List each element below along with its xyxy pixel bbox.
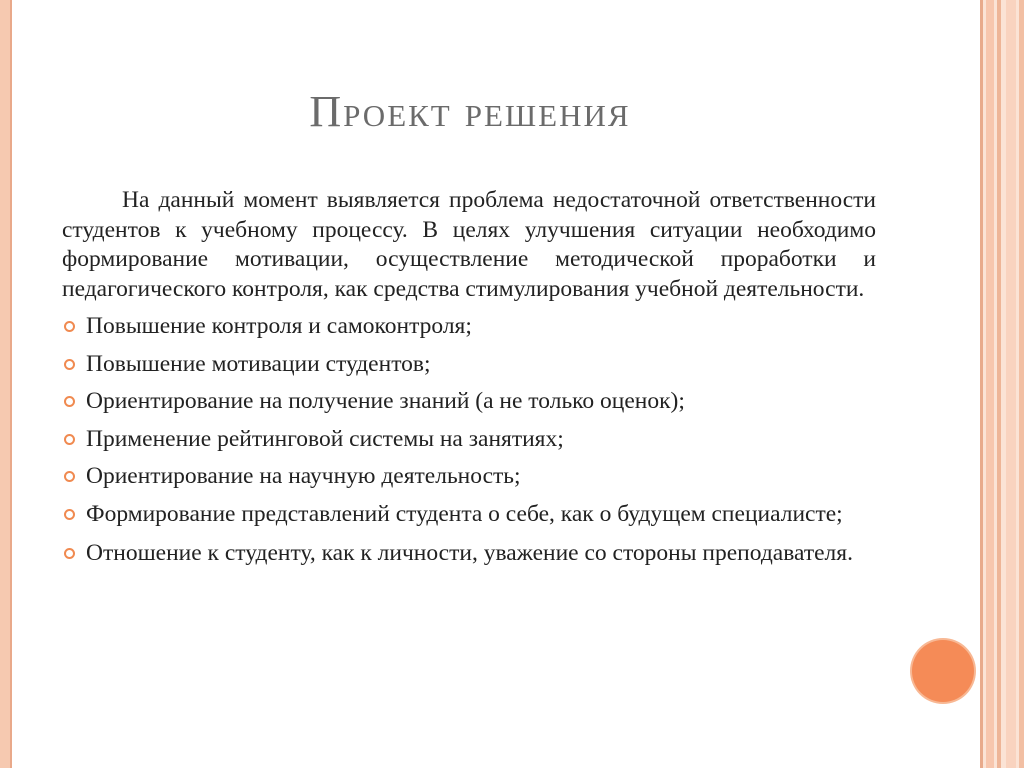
bullet-text: Ориентирование на получение знаний (а не только оценок);: [86, 388, 685, 414]
bullet-text: Повышение контроля и самоконтроля;: [86, 313, 472, 339]
stripe: [1019, 0, 1024, 768]
list-item: [62, 462, 876, 492]
bullet-icon: [64, 509, 75, 520]
bullet-list: [62, 312, 876, 569]
stripe: [986, 0, 994, 768]
list-item: [62, 425, 876, 455]
list-item: [62, 387, 876, 417]
bullet-text: Повышение мотивации студентов;: [86, 350, 431, 377]
stripe: [1006, 0, 1016, 768]
bullet-icon: [64, 359, 75, 370]
bullet-icon: [64, 434, 75, 445]
bullet-icon: [64, 548, 75, 559]
slide-content: [62, 186, 876, 577]
list-item: [62, 350, 876, 380]
bullet-text: Ориентирование на научную деятельность;: [86, 463, 521, 489]
intro-paragraph: На данный момент выявляется проблема недостаточной ответственности студентов к учебному процессу. В целях улучшения ситуации необходимо формирование мотивации, осуществление методической проработки и педагогического контроля, как средства стимулирования учебной деятельности.: [62, 187, 876, 302]
stripe: [980, 0, 983, 768]
bullet-icon: [64, 396, 75, 407]
list-item: [62, 500, 876, 530]
list-item: [62, 312, 876, 342]
slide-title: Проект решения: [309, 87, 631, 136]
list-item: [62, 539, 876, 569]
bullet-icon: [64, 321, 75, 332]
decorative-circle: [912, 640, 974, 702]
stripe: [997, 0, 1001, 768]
bullet-text: Применение рейтинговой системы на занятиях;: [86, 425, 564, 452]
bullet-text: Отношение к студенту, как к личности, уважение со стороны преподавателя.: [86, 540, 853, 566]
bullet-text: Формирование представлений студента о себе, как о будущем специалисте;: [86, 500, 843, 527]
bullet-icon: [64, 471, 75, 482]
